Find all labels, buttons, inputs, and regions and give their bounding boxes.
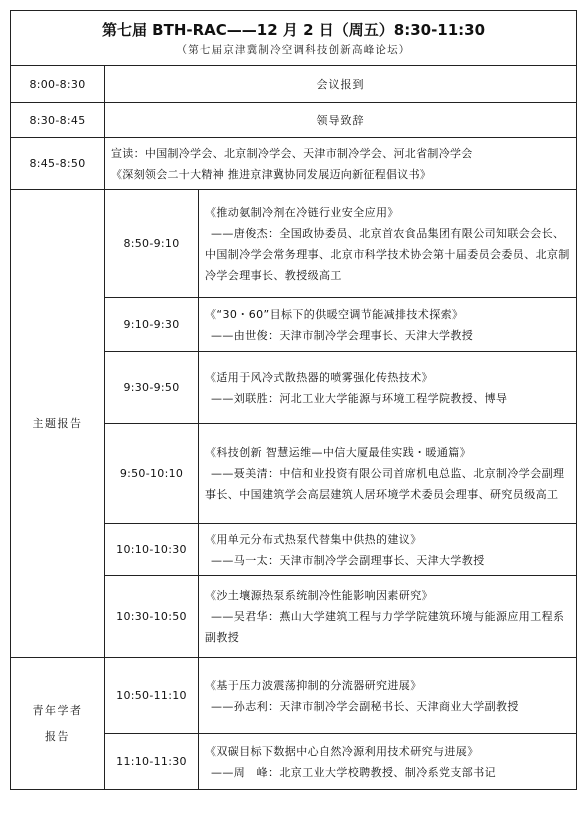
agenda-item <box>105 138 577 190</box>
talk-title: 《“30・60”目标下的供暖空调节能减排技术探索》 <box>205 307 464 321</box>
proposal-title: 《深刻领会二十大精神 推进京津冀协同发展迈向新征程倡议书》 <box>111 167 432 181</box>
time-cell: 8:45-8:50 <box>11 138 105 190</box>
session-label <box>11 658 105 790</box>
talk-cell <box>199 576 577 658</box>
talk-speaker: ——由世俊：天津市制冷学会理事长、天津大学教授 <box>211 328 474 342</box>
agenda-item: 领导致辞 <box>105 103 577 138</box>
talk-speaker: ——孙志利：天津市制冷学会副秘书长、天津商业大学副教授 <box>211 699 519 713</box>
time-cell: 9:50-10:10 <box>105 424 199 524</box>
talk-speaker: ——吴君华：燕山大学建筑工程与力学学院建筑环境与能源应用工程系副教授 <box>205 610 565 644</box>
header-cell <box>11 11 577 66</box>
talk-cell <box>199 190 577 298</box>
time-cell: 10:30-10:50 <box>105 576 199 658</box>
talk-cell <box>199 658 577 734</box>
session-label: 主题报告 <box>11 190 105 658</box>
session-label-line: 报告 <box>45 729 70 743</box>
time-cell: 10:50-11:10 <box>105 658 199 734</box>
time-cell: 10:10-10:30 <box>105 524 199 576</box>
table-row <box>11 658 577 734</box>
talk-title: 《用单元分布式热泵代替集中供热的建议》 <box>205 532 422 546</box>
page-subtitle: （第七届京津冀制冷空调科技创新高峰论坛） <box>176 44 411 56</box>
talk-speaker: ——周 峰：北京工业大学校聘教授、制冷系党支部书记 <box>211 765 496 779</box>
table-row <box>11 103 577 138</box>
table-row <box>11 138 577 190</box>
talk-title: 《适用于风冷式散热器的喷雾强化传热技术》 <box>205 370 433 384</box>
talk-speaker: ——聂美清：中信和业投资有限公司首席机电总监、北京制冷学会副理事长、中国建筑学会高层建筑人居环境学术委员会理事、研究员级高工 <box>205 467 565 501</box>
table-row <box>11 66 577 103</box>
time-cell: 11:10-11:30 <box>105 734 199 790</box>
talk-title: 《科技创新 智慧运维—中信大厦最佳实践・暖通篇》 <box>205 446 472 459</box>
time-cell: 9:30-9:50 <box>105 352 199 424</box>
table-row <box>11 190 577 298</box>
talk-title: 《推动氨制冷剂在冷链行业安全应用》 <box>205 205 399 219</box>
talk-cell <box>199 734 577 790</box>
talk-cell <box>199 352 577 424</box>
talk-speaker: ——唐俊杰：全国政协委员、北京首农食品集团有限公司知联会会长、中国制冷学会常务理事、北京市科学技术协会第十届委员会委员、北京制冷学会理事长、教授级高工 <box>205 226 570 282</box>
announcement-line: 宣读：中国制冷学会、北京制冷学会、天津市制冷学会、河北省制冷学会 <box>111 146 473 160</box>
page-title: 第七届 BTH-RAC——12 月 2 日（周五）8:30-11:30 <box>101 21 486 39</box>
talk-title: 《基于压力波震荡抑制的分流器研究进展》 <box>205 678 422 692</box>
time-cell: 9:10-9:30 <box>105 298 199 352</box>
session-label-line: 青年学者 <box>32 703 83 717</box>
time-cell: 8:00-8:30 <box>11 66 105 103</box>
time-cell: 8:50-9:10 <box>105 190 199 298</box>
talk-cell <box>199 298 577 352</box>
talk-speaker: ——刘联胜：河北工业大学能源与环境工程学院教授、博导 <box>211 391 508 405</box>
agenda-item: 会议报到 <box>105 66 577 103</box>
talk-speaker: ——马一太：天津市制冷学会副理事长、天津大学教授 <box>211 553 485 567</box>
talk-title: 《双碳目标下数据中心自然冷源利用技术研究与进展》 <box>205 744 479 758</box>
schedule-table <box>10 10 577 790</box>
time-cell: 8:30-8:45 <box>11 103 105 138</box>
talk-cell <box>199 424 577 524</box>
talk-cell <box>199 524 577 576</box>
talk-title: 《沙土壤源热泵系统制冷性能影响因素研究》 <box>205 589 433 602</box>
